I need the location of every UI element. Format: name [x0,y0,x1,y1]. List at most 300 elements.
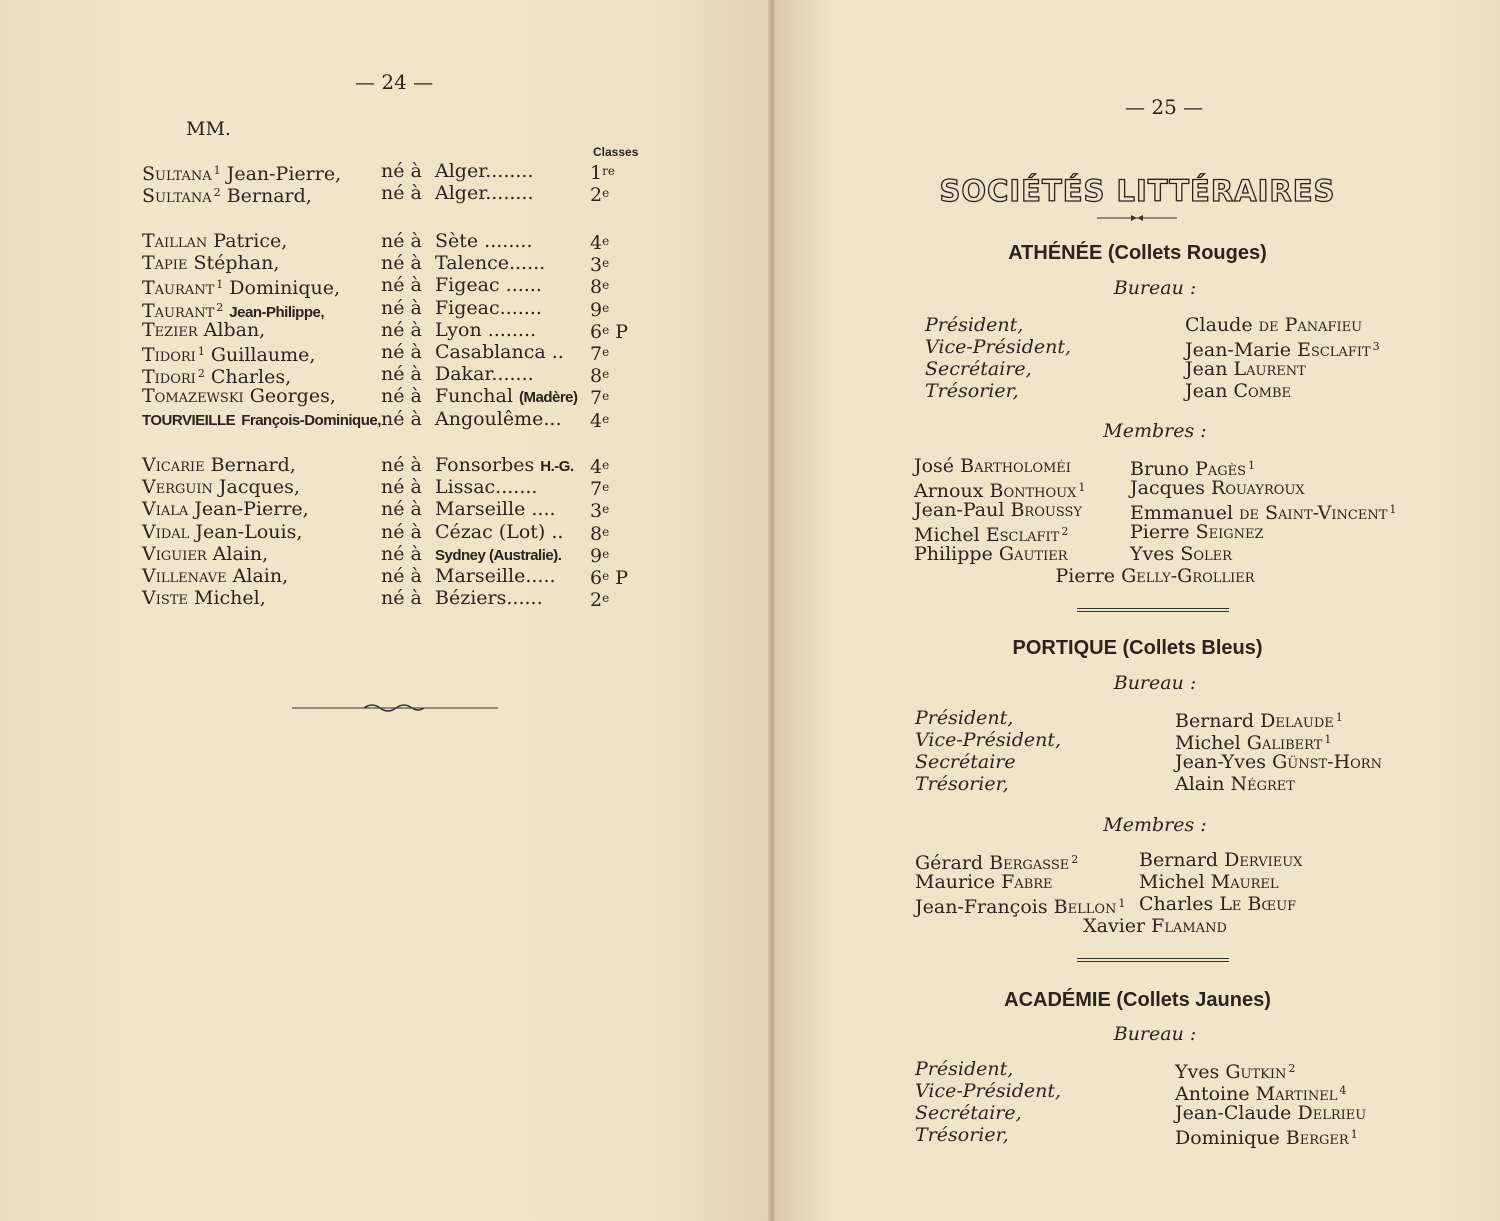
last-name: Galibert [1246,732,1323,754]
bureau-role: Secrétaire, [925,358,1032,380]
birthplace [435,476,537,498]
footnote-mark: 2 [216,300,224,314]
place: Sète ........ [435,230,533,252]
surname: Viguier [142,542,207,565]
student-name [142,521,302,543]
born-at: né à [381,542,422,565]
born-at: né à [381,318,422,341]
last-name: Gautier [998,543,1068,565]
place: Alger........ [435,182,534,205]
last-name: Bartholoméi [960,455,1071,477]
birthplace [435,408,562,430]
student-name [142,454,296,476]
bureau-role: Secrétaire, [915,1102,1022,1124]
surname: TOURVIEILLE [142,411,236,429]
class-suffix: e [602,458,610,472]
given-name: Jean-Philippe, [229,303,324,321]
member [914,455,1071,477]
given-name: Jacques, [218,476,300,499]
footnote-mark: 1 [213,164,221,177]
last-name: Pagès [1195,458,1246,480]
last-name: Rouayroux [1211,477,1305,499]
footnote-mark: 1 [1118,897,1126,910]
first-name: Michel [914,524,980,546]
born-at: né à [381,407,422,430]
person-name [914,455,1071,477]
birthplace [435,543,561,567]
birthplace [435,565,556,587]
surname: Sultana [142,185,212,208]
first-name: Bernard [1175,710,1255,732]
class-level [590,182,609,206]
class-level [590,385,609,409]
class-number: 6 [590,320,603,343]
footnote-mark: 1 [197,345,205,358]
last-name: Le Bœuf [1219,893,1297,915]
footnote-mark: 2 [1071,853,1079,866]
surname: Taillan [142,230,208,252]
class-number: 4 [590,232,603,254]
birthplace [435,274,542,296]
place: Figeac....... [435,296,542,319]
footnote-mark: 1 [1389,503,1397,516]
first-name: Claude [1185,314,1253,336]
first-name: Jean [1185,380,1228,402]
footnote-mark: 4 [1339,1084,1347,1097]
member [1139,871,1279,893]
born-at: né à [381,182,422,205]
born-at: né à [381,363,422,386]
born-at: né à [381,252,422,275]
last-name: de Panafieu [1258,314,1363,336]
surname: Tapie [142,252,188,275]
given-name: Michel, [193,587,266,610]
place: Cézac (Lot) .. [435,520,564,543]
footnote-mark: 1 [1324,733,1332,746]
page-number: — 24 — [355,70,434,94]
first-name: Emmanuel [1130,502,1234,524]
double-rule-divider [1077,958,1229,962]
class-suffix: e [602,524,610,539]
last-name: Günst-Horn [1272,751,1382,773]
last-name: Négret [1230,773,1295,795]
place: Casablanca .. [435,341,564,363]
bureau-member [1175,773,1295,795]
person-name [1083,915,1227,937]
place: Talence...... [435,252,546,275]
last-name: de Saint-Vincent [1239,502,1388,524]
born-at: né à [381,296,422,319]
given-name: François-Dominique, [241,411,381,429]
footnote-mark: 2 [1061,525,1069,538]
society-heading: ATHÉNÉE (Collets Rouges) [1008,242,1267,264]
first-name: Xavier [1083,915,1146,937]
last-name: Gelly-Grollier [1121,565,1255,587]
given-name: Jean-Louis, [195,520,303,543]
last-name: Laurent [1233,358,1306,380]
double-rule-divider [1077,608,1229,612]
member [775,565,1500,587]
person-name [1139,871,1279,893]
place: Figeac ...... [435,274,542,297]
class-level [590,341,609,365]
bureau-member [1185,380,1291,402]
footnote-mark: 1 [216,278,224,292]
birthplace [435,230,533,252]
class-suffix: e [602,367,610,382]
birthplace [435,341,564,363]
born-at: né à [381,565,422,587]
given-name: Alban, [203,318,266,341]
page-number: — 25 — [1125,95,1204,119]
first-name: Jean-François [915,896,1048,918]
born-at: né à [381,230,422,252]
born-at: né à [381,587,422,610]
person-name [1185,380,1291,402]
birthplace [435,385,578,409]
born-at: né à [381,160,422,182]
member [914,543,1067,565]
footnote-mark: 2 [197,367,205,381]
class-number: 2 [590,184,603,207]
last-name: Soler [1180,543,1232,565]
class-number: 3 [590,254,603,277]
first-name: Jean [1185,358,1228,380]
society-heading: PORTIQUE (Collets Bleus) [1012,637,1263,659]
birthplace [435,319,536,341]
bureau-role: Vice-Président, [915,729,1062,751]
last-name: Bellon [1053,896,1117,918]
class-level [590,230,609,254]
person-name [1175,751,1382,773]
member [1130,477,1305,499]
last-name: Combe [1233,380,1292,402]
first-name: Arnoux [914,480,984,502]
given-name: Georges, [249,385,336,408]
membres-label: Membres : [1103,814,1207,836]
place: Dakar....... [435,363,534,386]
birthplace [435,363,534,385]
place: Marseille .... [435,498,556,521]
first-name: José [914,455,955,477]
place: Fonsorbes [435,454,535,476]
born-at: né à [381,498,422,521]
footnote-mark: 2 [213,186,221,200]
first-name: Bernard [1139,849,1219,871]
class-number: 8 [590,522,603,545]
member [915,871,1053,893]
class-level [590,363,609,387]
given-name: Bernard, [210,454,296,476]
salutation: MM. [186,118,231,140]
bureau-member [1185,358,1306,380]
last-name: Bonthoux [989,480,1077,502]
class-mark: P [615,567,629,589]
first-name: Yves [1175,1061,1220,1083]
bureau-label: Bureau : [1113,1023,1197,1045]
place: Angoulême... [435,407,562,430]
birthplace [435,252,545,274]
person-name [1185,358,1306,380]
first-name: Michel [1139,871,1205,893]
first-name: Gérard [915,852,984,874]
class-suffix: e [602,546,610,561]
birthplace [435,498,556,520]
class-level [590,543,609,567]
person-name [1175,1127,1358,1149]
birthplace [435,182,534,204]
first-name: Dominique [1175,1127,1280,1149]
class-level [590,498,609,522]
footnote-mark: 1 [1350,1128,1358,1141]
last-name: Dervieux [1224,849,1303,871]
surname: Sultana [142,163,212,185]
surname: Taurant [142,299,215,322]
class-suffix: e [602,591,610,606]
class-level [590,454,609,478]
class-number: 7 [590,478,603,501]
person-name [914,499,1082,521]
student-name [142,565,288,587]
bureau-member [1175,1102,1366,1124]
birthplace [435,521,563,543]
student-name [142,385,336,407]
bureau-role: Trésorier, [915,1124,1009,1146]
born-at: né à [381,476,422,499]
given-name: Alain, [212,542,269,565]
person-name [1130,543,1232,565]
surname: Villenave [142,565,227,587]
place: Marseille..... [435,565,556,587]
place: Alger........ [435,160,534,182]
last-name: Delrieu [1297,1102,1367,1124]
bureau-role: Vice-Président, [915,1080,1062,1102]
class-suffix: e [602,256,610,271]
class-suffix: e [602,389,610,404]
given-name: Patrice, [213,230,288,252]
last-name: Seignez [1195,521,1264,543]
student-name [142,476,300,498]
class-level [590,252,609,276]
first-name: Jean-Paul [914,499,1005,521]
surname: Tomazewski [142,385,244,408]
class-suffix: e [602,278,610,293]
student-name [142,498,309,520]
born-at: né à [381,454,422,476]
class-suffix: e [602,569,610,583]
surname: Taurant [142,277,215,300]
class-number: 3 [590,500,603,523]
first-name: Michel [1175,732,1241,754]
bureau-role: Trésorier, [925,380,1019,402]
class-level [590,565,628,589]
last-name: Martinel [1255,1083,1338,1105]
given-name: Bernard, [226,185,312,208]
person-name [1130,521,1264,543]
class-number: 1 [590,162,603,184]
classes-header: Classes [593,145,639,159]
first-name: Antoine [1175,1083,1250,1105]
bureau-role: Président, [915,707,1014,729]
class-level [590,319,628,343]
first-name: Jacques [1130,477,1205,499]
class-level [590,274,609,298]
place-note: H.-G. [540,458,574,475]
member [1139,849,1302,871]
class-level [590,297,609,321]
born-at: né à [381,520,422,543]
student-name [142,252,279,274]
student-name [142,182,312,207]
place: Funchal [435,385,513,408]
class-number: 8 [590,276,603,299]
first-name: Yves [1130,543,1175,565]
born-at: né à [381,385,422,408]
born-at: né à [381,341,422,363]
surname: Vidal [142,520,190,543]
class-suffix: e [602,234,610,248]
place-note: Sydney (Australie). [435,546,562,564]
class-level [590,476,609,500]
given-name: Guillaume, [210,344,316,366]
bureau-member [1175,751,1382,773]
member [775,915,1500,937]
last-name: Esclafit [985,524,1060,546]
student-name [142,230,287,252]
class-level [590,408,609,432]
student-name [142,319,265,341]
class-number: 7 [590,343,603,365]
footnote-mark: 1 [1078,481,1086,494]
first-name: Pierre [1055,565,1116,587]
class-suffix: e [602,345,610,359]
place: Lyon ........ [435,318,537,341]
section-title: SOCIÉTÉS LITTÉRAIRES [939,174,1336,208]
given-name: Alain, [232,565,289,587]
birthplace [435,454,574,478]
bureau-member [1175,1124,1358,1149]
bureau-role: Président, [915,1058,1014,1080]
given-name: Dominique, [229,277,341,300]
given-name: Jean-Pierre, [194,498,309,521]
title-ornament [1097,213,1177,223]
class-level [590,587,609,611]
last-name: Esclafit [1297,339,1371,361]
last-name: Delaude [1260,710,1334,732]
class-mark: P [615,320,629,343]
footnote-mark: 2 [1288,1062,1296,1075]
given-name: Jean-Pierre, [226,163,342,185]
birthplace [435,297,542,319]
footnote-mark: 1 [1247,459,1255,472]
person-name [1175,1102,1366,1124]
person-name [1139,849,1302,871]
person-name [914,543,1067,565]
member [1139,893,1296,915]
surname: Tezier [142,318,198,341]
first-name: Jean-Yves [1175,751,1267,773]
surname: Vicarie [142,454,205,476]
student-name [142,587,266,609]
first-name: Jean-Claude [1175,1102,1292,1124]
first-name: Alain [1175,773,1225,795]
first-name: Philippe [914,543,993,565]
person-name [1056,565,1255,587]
surname: Viala [142,498,189,521]
bureau-label: Bureau : [1113,672,1197,694]
first-name: Pierre [1130,521,1190,543]
last-name: Gutkin [1225,1061,1287,1083]
footnote-mark: 3 [1372,340,1380,353]
last-name: Berger [1285,1127,1349,1149]
class-suffix: e [602,411,610,426]
class-number: 4 [590,456,603,478]
place: Béziers...... [435,587,543,610]
society-heading: ACADÉMIE (Collets Jaunes) [1004,989,1271,1011]
last-name: Broussy [1010,499,1082,521]
class-suffix: e [602,480,610,495]
membres-label: Membres : [1103,420,1207,442]
person-name [1185,314,1362,336]
person-name [1175,773,1295,795]
page-25 [775,0,1500,1221]
bureau-role: Président, [925,314,1024,336]
class-level [590,160,615,184]
class-number: 9 [590,298,603,321]
born-at: né à [381,274,422,297]
bureau-label: Bureau : [1113,277,1197,299]
person-name [1130,477,1305,499]
last-name: Bergasse [989,852,1070,874]
surname: Viste [142,587,188,610]
bureau-role: Trésorier, [915,773,1009,795]
class-level [590,521,609,545]
surname: Tidori [142,366,196,389]
given-name: Charles, [210,366,292,389]
first-name: Jean-Marie [1185,339,1292,361]
class-number: 4 [590,409,603,432]
student-name [142,543,268,565]
member [1130,521,1264,543]
surname: Tidori [142,344,196,366]
class-suffix: e [602,322,610,337]
bureau-member [1185,314,1362,336]
first-name: Bruno [1130,458,1189,480]
birthplace [435,587,543,609]
bureau-role: Vice-Président, [925,336,1072,358]
student-name [142,408,381,432]
surname: Verguin [142,476,213,499]
member [914,499,1082,521]
place-note: (Madère) [519,389,578,407]
class-number: 7 [590,387,603,410]
first-name: Charles [1139,893,1214,915]
place: Lissac....... [435,476,538,499]
footnote-mark: 1 [1335,711,1343,724]
person-name [915,871,1053,893]
bureau-role: Secrétaire [915,751,1016,773]
ornament-divider [292,700,498,716]
class-number: 6 [590,567,603,589]
class-suffix: e [602,300,610,315]
birthplace [435,160,534,182]
class-suffix: re [602,164,615,178]
last-name: Fabre [1001,871,1053,893]
member [1130,543,1232,565]
class-number: 9 [590,544,603,567]
given-name: Stéphan, [193,252,280,275]
last-name: Flamand [1151,915,1227,937]
